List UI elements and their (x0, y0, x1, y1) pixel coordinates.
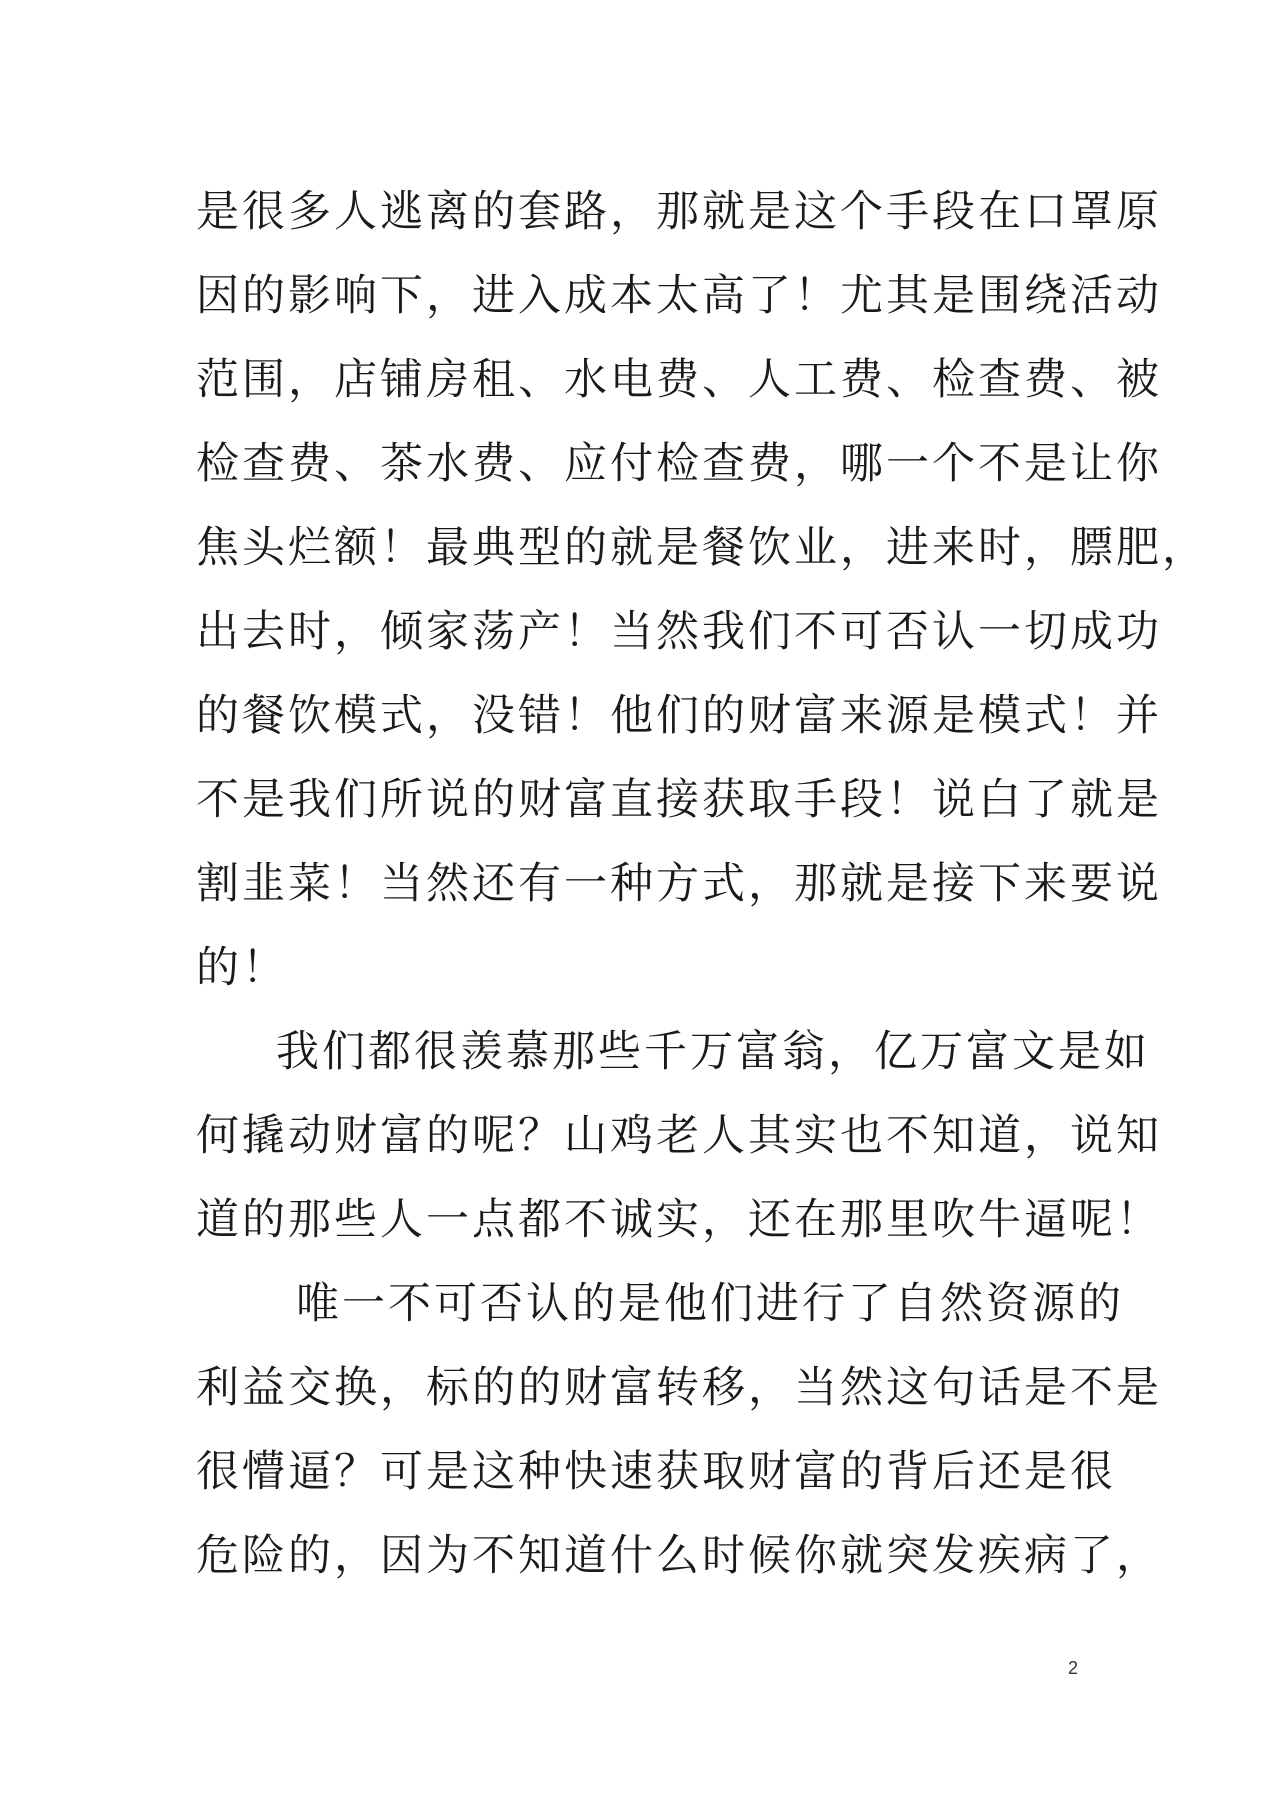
text-line: 焦头烂额！最典型的就是餐饮业，进来时，膘肥， (196, 523, 1208, 573)
text-line: 出去时，倾家荡产！当然我们不可否认一切成功 (196, 607, 1162, 657)
text-line: 危险的，因为不知道什么时候你就突发疾病了， (196, 1531, 1162, 1581)
body-text (196, 180, 1208, 1608)
text-line: 的！ (196, 943, 288, 993)
text-line: 我们都很羡慕那些千万富翁，亿万富文是如 (276, 1027, 1150, 1077)
text-line: 不是我们所说的财富直接获取手段！说白了就是 (196, 775, 1162, 825)
text-line: 的餐饮模式，没错！他们的财富来源是模式！并 (196, 691, 1162, 741)
text-line: 利益交换，标的的财富转移，当然这句话是不是 (196, 1363, 1162, 1413)
text-line: 唯一不可否认的是他们进行了自然资源的 (296, 1279, 1124, 1329)
text-line: 很懵逼？可是这种快速获取财富的背后还是很 (196, 1447, 1116, 1497)
page-number: 2 (1068, 1658, 1079, 1678)
text-line: 割韭菜！当然还有一种方式，那就是接下来要说 (196, 859, 1162, 909)
text-line: 是很多人逃离的套路，那就是这个手段在口罩原 (196, 187, 1162, 237)
text-line: 检查费、茶水费、应付检查费，哪一个不是让你 (196, 439, 1162, 489)
text-line: 范围，店铺房租、水电费、人工费、检查费、被 (196, 355, 1162, 405)
text-line: 因的影响下，进入成本太高了！尤其是围绕活动 (196, 271, 1162, 321)
text-line: 道的那些人一点都不诚实，还在那里吹牛逼呢！ (196, 1195, 1162, 1245)
text-line: 何撬动财富的呢？山鸡老人其实也不知道，说知 (196, 1111, 1162, 1161)
